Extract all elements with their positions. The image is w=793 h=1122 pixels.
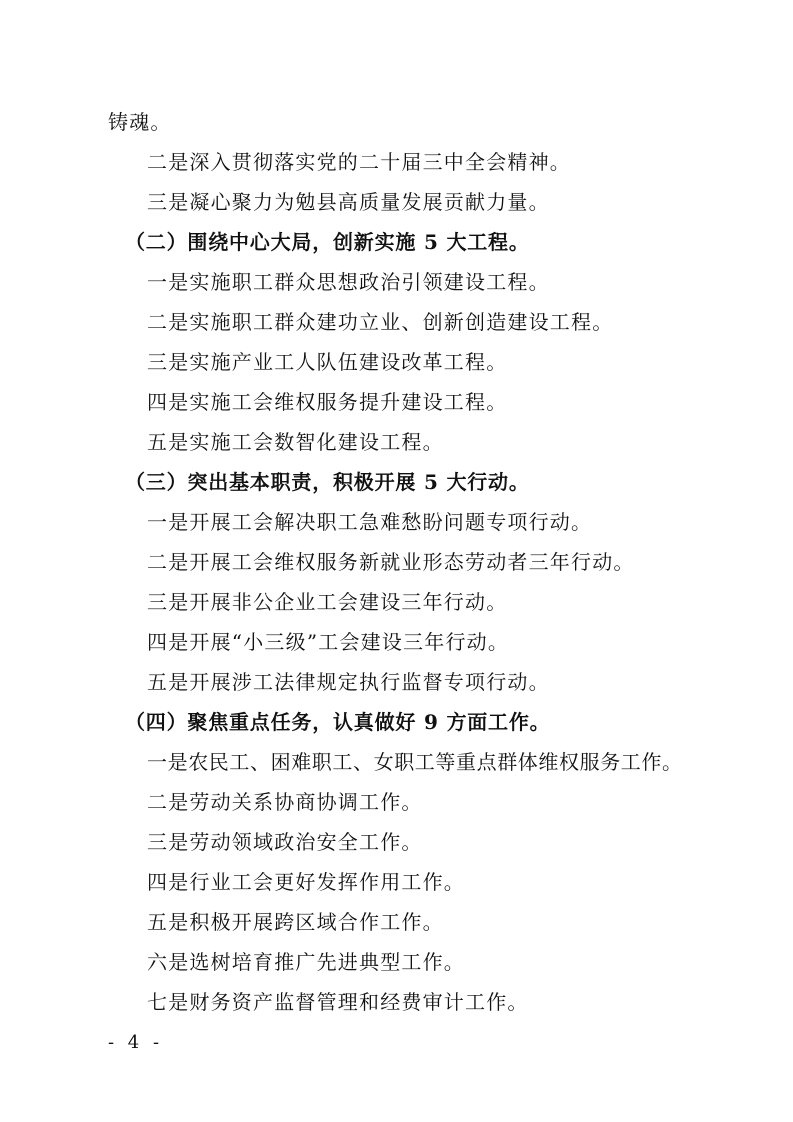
text-line: 二是劳动关系协商协调工作。 xyxy=(147,790,423,814)
text-line: 七是财务资产监督管理和经费审计工作。 xyxy=(147,990,529,1014)
text-line: 三是实施产业工人队伍建设改革工程。 xyxy=(147,350,508,374)
section-heading-3: （三）突出基本职责，积极开展 5 大行动。 xyxy=(125,470,530,494)
text-line: 一是开展工会解决职工急难愁盼问题专项行动。 xyxy=(147,510,593,534)
text-line: 一是农民工、困难职工、女职工等重点群体维权服务工作。 xyxy=(147,750,683,774)
page-number: - 4 - xyxy=(108,1032,164,1053)
text-line: 五是开展涉工法律规定执行监督专项行动。 xyxy=(147,670,550,694)
text-line: 二是实施职工群众建功立业、创新创造建设工程。 xyxy=(147,310,614,334)
text-line: 四是行业工会更好发挥作用工作。 xyxy=(147,870,465,894)
text-line: 三是凝心聚力为勉县高质量发展贡献力量。 xyxy=(147,190,550,214)
text-line: 三是开展非公企业工会建设三年行动。 xyxy=(147,590,508,614)
section-heading-4: （四）聚焦重点任务，认真做好 9 方面工作。 xyxy=(125,710,551,734)
text-line: 六是选树培育推广先进典型工作。 xyxy=(147,950,465,974)
text-line: 四是实施工会维权服务提升建设工程。 xyxy=(147,390,508,414)
text-line: 二是深入贯彻落实党的二十届三中全会精神。 xyxy=(147,150,571,174)
section-heading-2: （二）围绕中心大局，创新实施 5 大工程。 xyxy=(125,230,530,254)
text-line: 五是积极开展跨区域合作工作。 xyxy=(147,910,444,934)
text-line-continuation: 铸魂。 xyxy=(108,110,172,134)
text-line: 五是实施工会数智化建设工程。 xyxy=(147,430,444,454)
text-line: 三是劳动领域政治安全工作。 xyxy=(147,830,423,854)
text-line: 二是开展工会维权服务新就业形态劳动者三年行动。 xyxy=(147,550,635,574)
text-line: 一是实施职工群众思想政治引领建设工程。 xyxy=(147,270,550,294)
text-line: 四是开展“小三级”工会建设三年行动。 xyxy=(147,630,510,654)
